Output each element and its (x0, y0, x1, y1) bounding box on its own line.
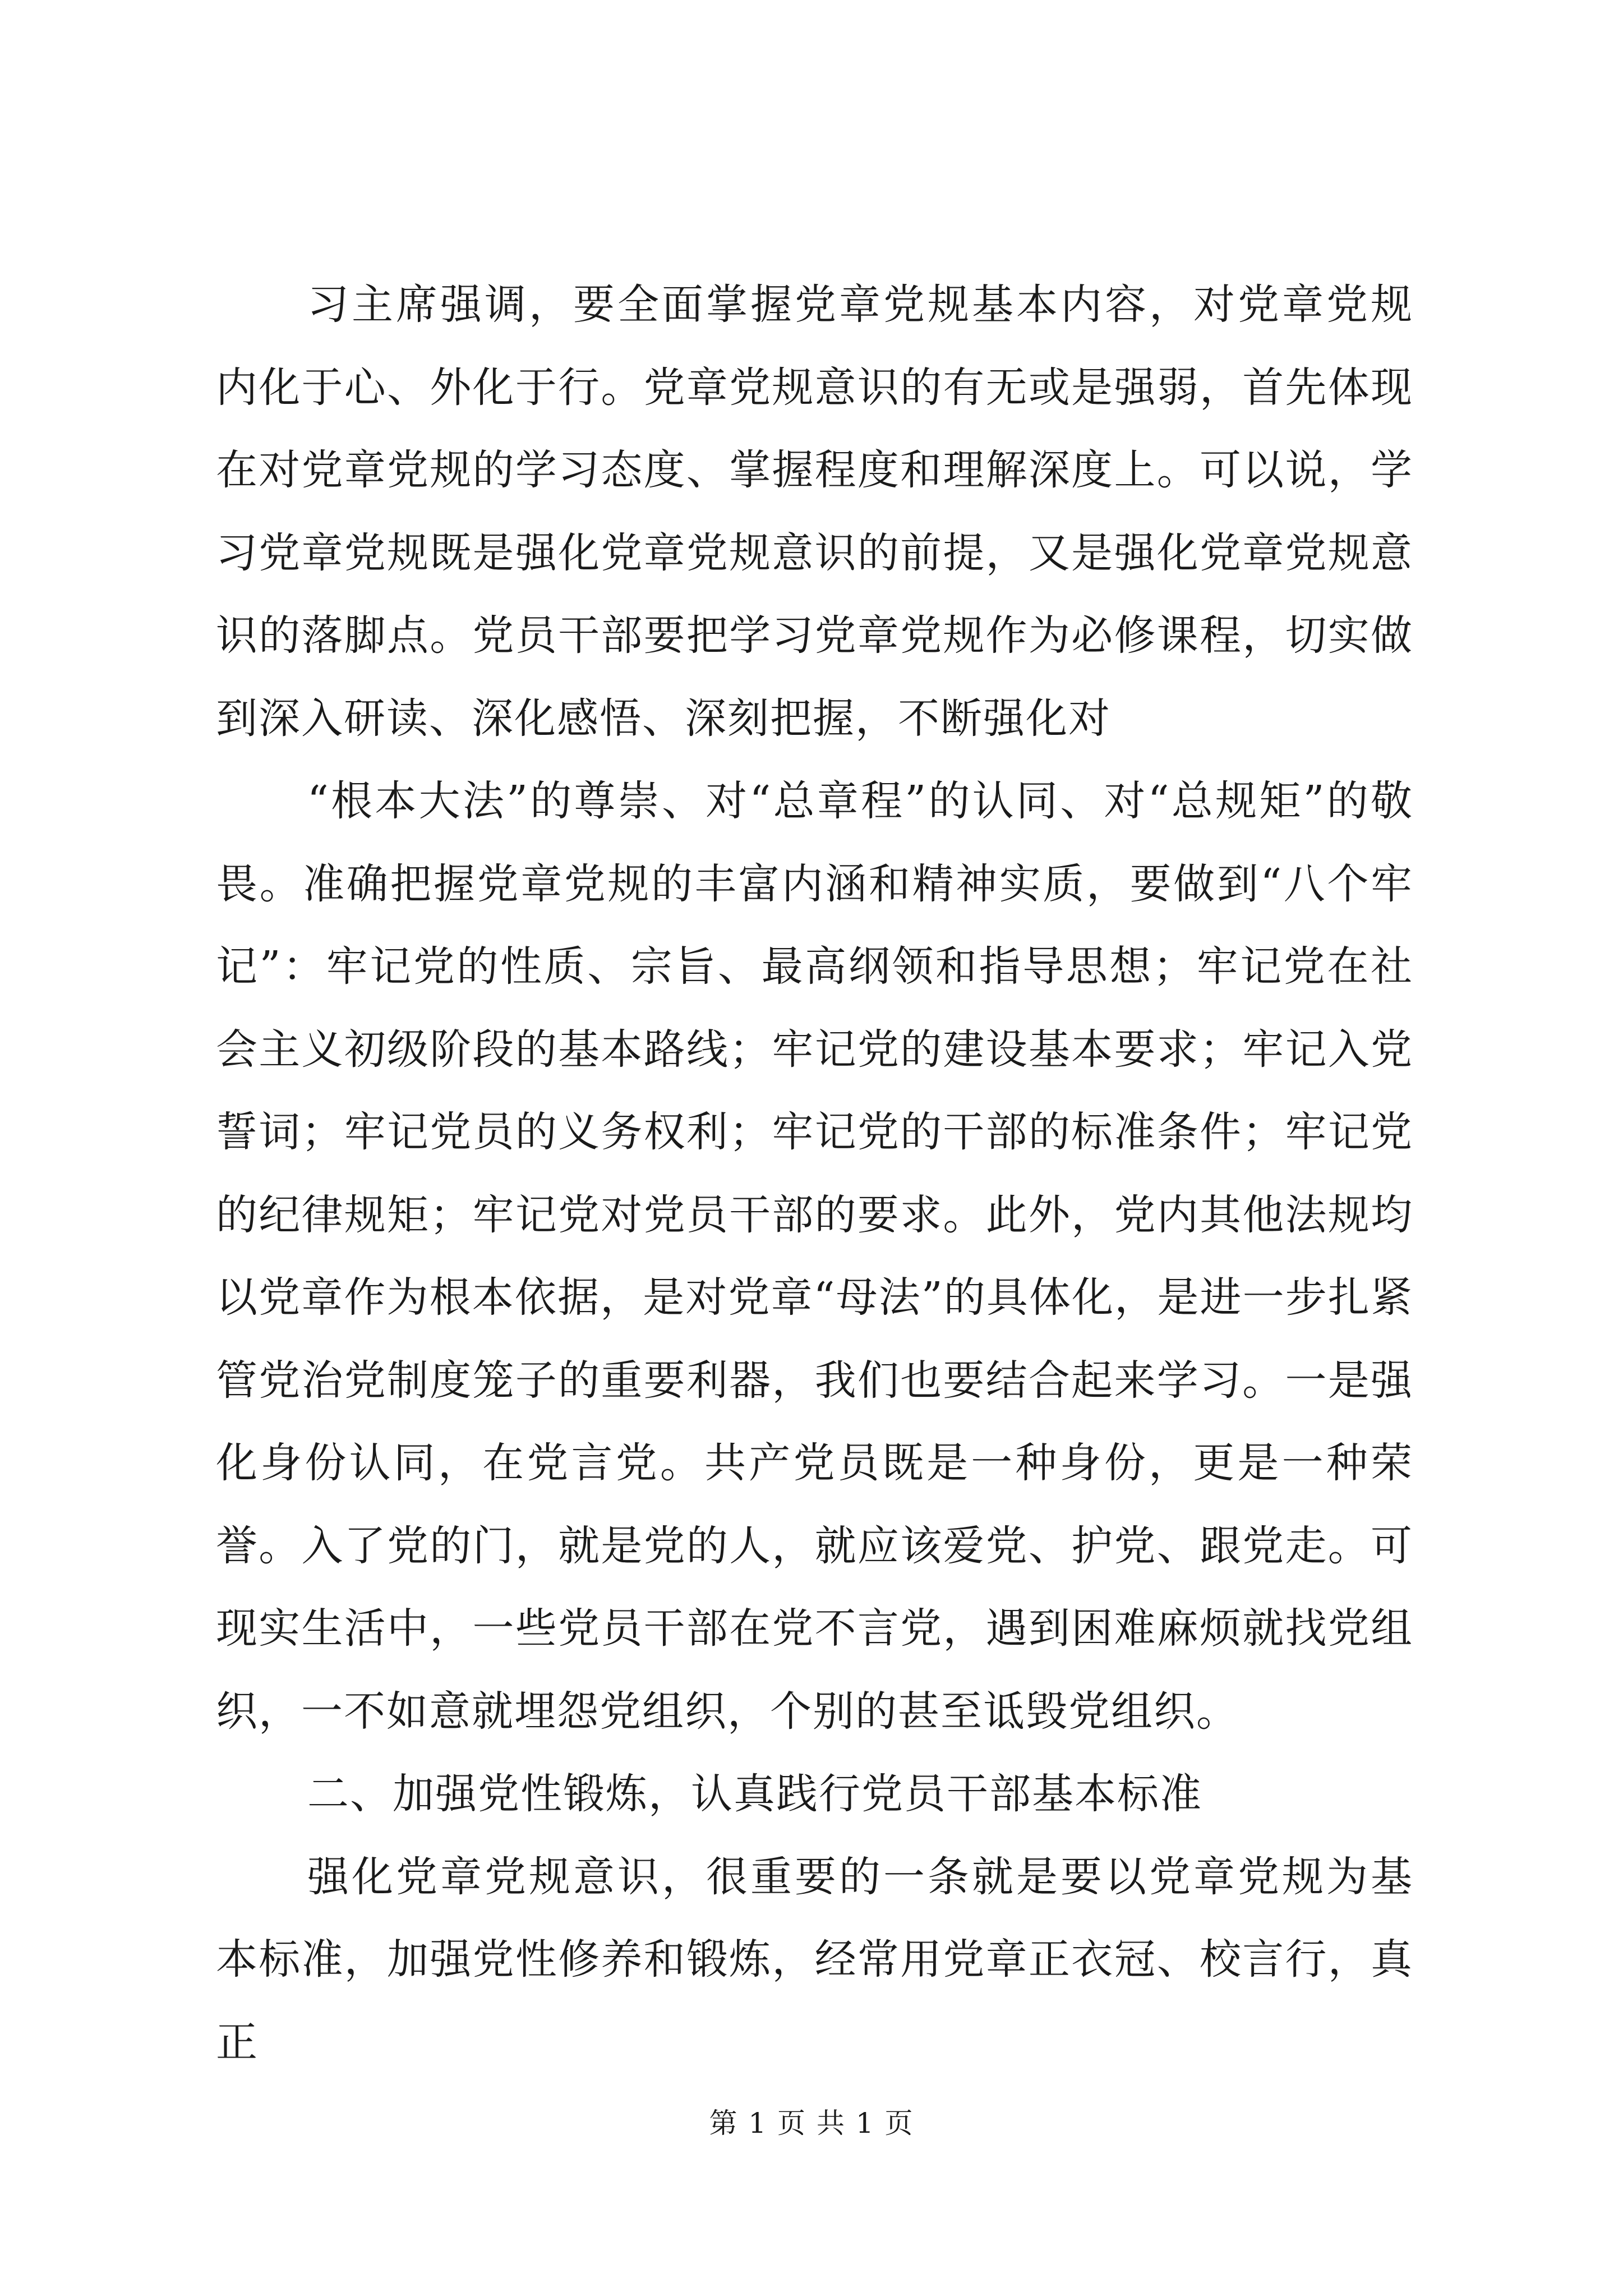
paragraph-1: 习主席强调，要全面掌握党章党规基本内容，对党章党规内化于心、外化于行。党章党规意识的有无或是强弱，首先体现在对党章党规的学习态度、掌握程度和理解深度上。可以说，学习党章党规既是强化党章党规意识的前提，又是强化党章党规意识的落脚点。党员干部要把学习党章党规作为必修课程，切实做到深入研读、深化感悟、深刻把握，不断强化对 (216, 280, 1413, 743)
paragraph-3: 强化党章党规意识，很重要的一条就是要以党章党规为基本标准，加强党性修养和锻炼，经常用党章正衣冠、校言行，真正 (216, 1852, 1413, 2067)
paragraph-2: “根本大法”的尊崇、对“总章程”的认同、对“总规矩”的敬畏。准确把握党章党规的丰富内涵和精神实质，要做到“八个牢记”：牢记党的性质、宗旨、最高纲领和指导思想；牢记党在社会主义初级阶段的基本路线；牢记党的建设基本要求；牢记入党誓词；牢记党员的义务权利；牢记党的干部的标准条件；牢记党的纪律规矩；牢记党对党员干部的要求。此外，党内其他法规均以党章作为根本依据，是对党章“母法”的具体化，是进一步扎紧管党治党制度笼子的重要利器，我们也要结合起来学习。一是强化身份认同，在党言党。共产党员既是一种身份，更是一种荣誉。入了党的门，就是党的人，就应该爱党、护党、跟党走。可现实生活中，一些党员干部在党不言党，遇到困难麻烦就找党组织，一不如意就埋怨党组织，个别的甚至诋毁党组织。 (216, 777, 1413, 1736)
page-footer: 第 1 页 共 1 页 (709, 2107, 914, 2139)
section-heading: 二、加强党性锻炼，认真践行党员干部基本标准 (307, 1770, 1202, 1818)
document-body (216, 264, 1413, 2084)
